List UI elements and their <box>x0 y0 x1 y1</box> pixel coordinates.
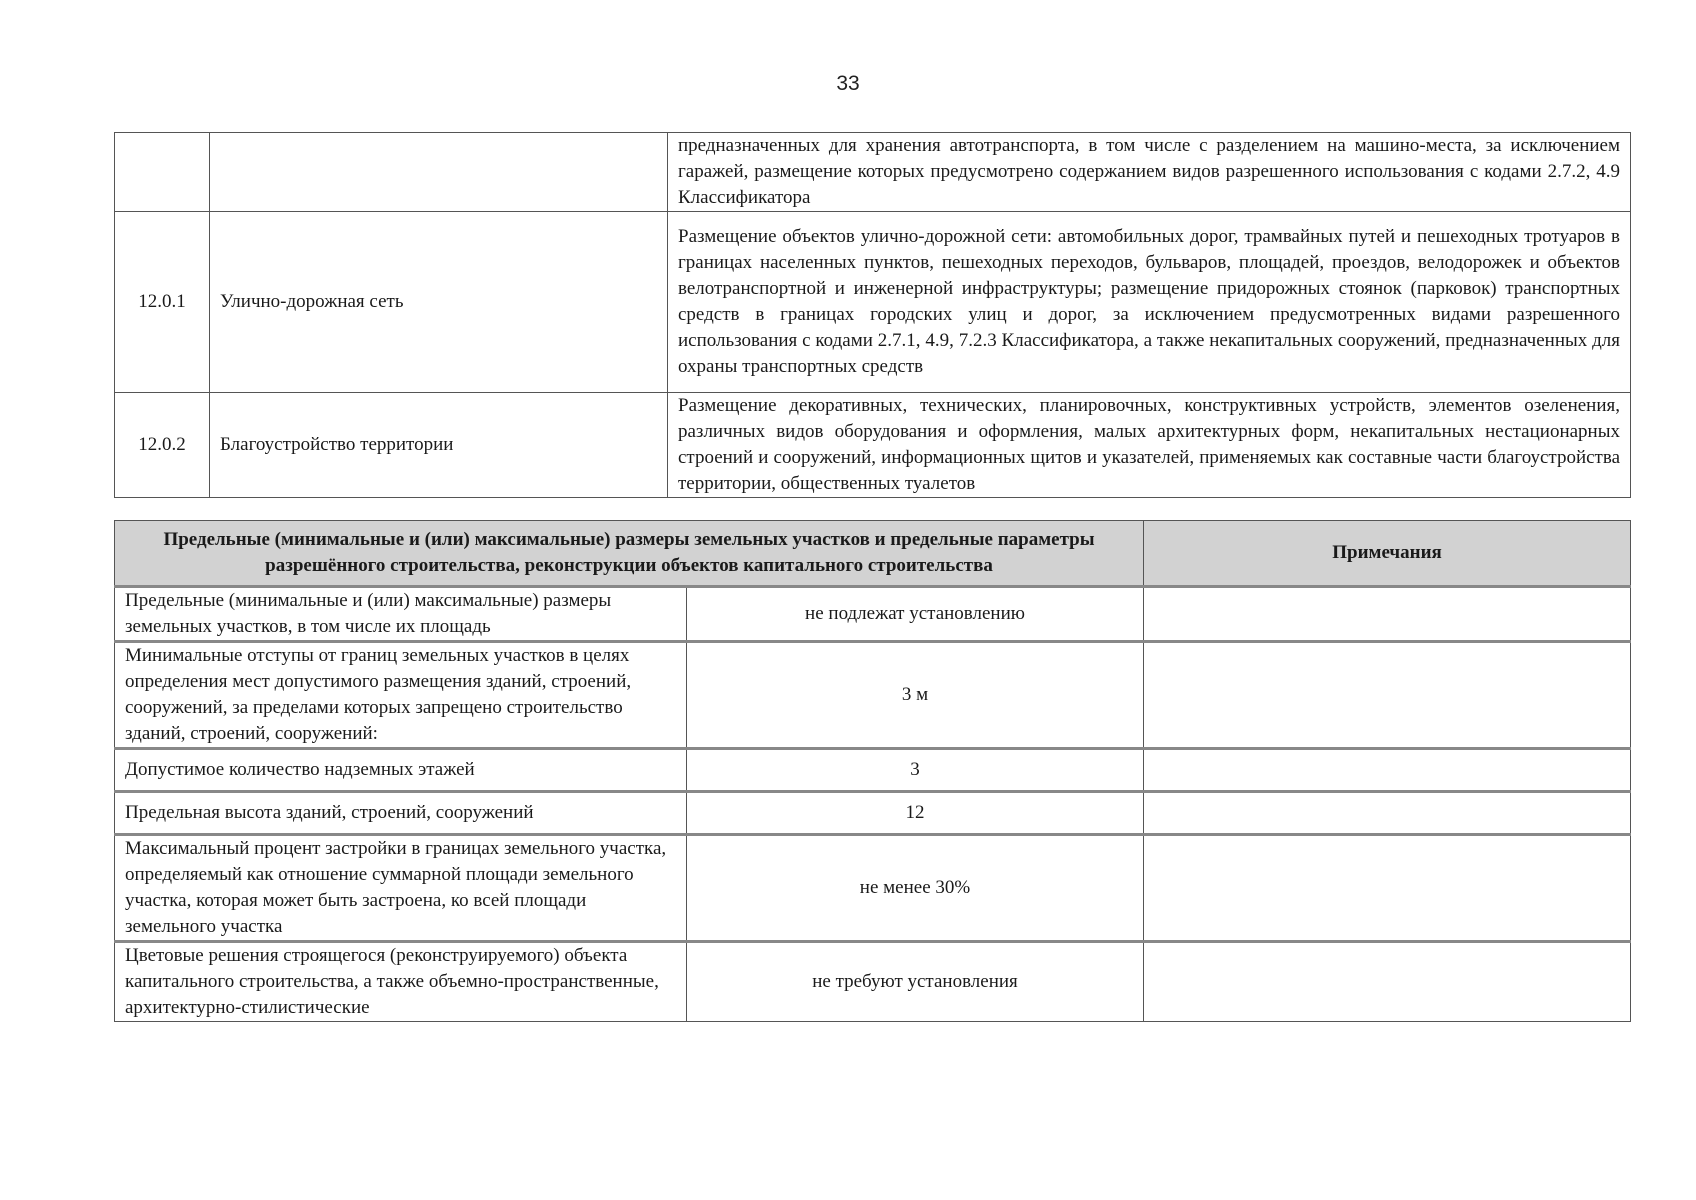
parameter-note-cell <box>1144 792 1631 835</box>
parameter-name-cell: Минимальные отступы от границ земельных участков в целях определения мест допустимого размещения зданий, строений, сооружений, за пределами которых запрещено строительство зданий, строений, сооружений: <box>115 642 687 749</box>
table-row <box>115 393 1631 498</box>
parameter-note-cell <box>1144 642 1631 749</box>
parameter-name-cell: Максимальный процент застройки в границах земельного участка, определяемый как отношение суммарной площади земельного участка, которая может быть застроена, ко всей площади земельного участка <box>115 835 687 942</box>
table-header-row <box>115 521 1631 587</box>
use-name-cell <box>210 133 668 212</box>
table-row <box>115 749 1631 792</box>
parameter-note-cell <box>1144 587 1631 642</box>
parameter-note-cell <box>1144 835 1631 942</box>
parameter-value-cell: 3 м <box>687 642 1144 749</box>
permitted-uses-table <box>114 132 1631 498</box>
parameter-value-cell: 12 <box>687 792 1144 835</box>
parameter-value-cell: не менее 30% <box>687 835 1144 942</box>
use-description-cell: Размещение объектов улично-дорожной сети: автомобильных дорог, трамвайных путей и пешеходных тротуаров в границах населенных пунктов, пешеходных переходов, бульваров, площадей, проездов, велодорожек и объектов велотранспортной и инженерной инфраструктуры; размещение придорожных стоянок (парковок) транспортных средств в границах городских улиц и дорог, за исключением предусмотренных видами разрешенного использования с кодами 2.7.1, 4.9, 7.2.3 Классификатора, а также некапитальных сооружений, предназначенных для охраны транспортных средств <box>668 212 1631 393</box>
parameter-name-cell: Предельная высота зданий, строений, сооружений <box>115 792 687 835</box>
use-code-cell: 12.0.1 <box>115 212 210 393</box>
table-row <box>115 792 1631 835</box>
parameter-name-cell: Предельные (минимальные и (или) максимальные) размеры земельных участков, в том числе их площадь <box>115 587 687 642</box>
use-description-cell: предназначенных для хранения автотранспорта, в том числе с разделением на машино-места, за исключением гаражей, размещение которых предусмотрено содержанием видов разрешенного использования с кодами 2.7.2, 4.9 Классификатора <box>668 133 1631 212</box>
table-row <box>115 835 1631 942</box>
table-row <box>115 133 1631 212</box>
page-number: 33 <box>836 72 860 95</box>
parameter-note-cell <box>1144 942 1631 1022</box>
notes-header: Примечания <box>1144 521 1631 587</box>
use-code-cell: 12.0.2 <box>115 393 210 498</box>
table-row <box>115 642 1631 749</box>
use-description-cell: Размещение декоративных, технических, планировочных, конструктивных устройств, элементов озеленения, различных видов оборудования и оформления, малых архитектурных форм, некапитальных нестационарных строений и сооружений, информационных щитов и указателей, применяемых как составные части благоустройства территории, общественных туалетов <box>668 393 1631 498</box>
table-row <box>115 942 1631 1022</box>
parameter-value-cell: 3 <box>687 749 1144 792</box>
parameters-header: Предельные (минимальные и (или) максимальные) размеры земельных участков и предельные параметры разрешённого строительства, реконструкции объектов капитального строительства <box>115 521 1144 587</box>
parameter-value-cell: не требуют установления <box>687 942 1144 1022</box>
table-row <box>115 587 1631 642</box>
parameter-value-cell: не подлежат установлению <box>687 587 1144 642</box>
parameter-name-cell: Допустимое количество надземных этажей <box>115 749 687 792</box>
table-row <box>115 212 1631 393</box>
use-code-cell <box>115 133 210 212</box>
parameter-note-cell <box>1144 749 1631 792</box>
use-name-cell: Благоустройство территории <box>210 393 668 498</box>
parameters-table <box>114 520 1631 1022</box>
use-name-cell: Улично-дорожная сеть <box>210 212 668 393</box>
parameter-name-cell: Цветовые решения строящегося (реконструируемого) объекта капитального строительства, а также объемно-пространственные, архитектурно-стилистические <box>115 942 687 1022</box>
